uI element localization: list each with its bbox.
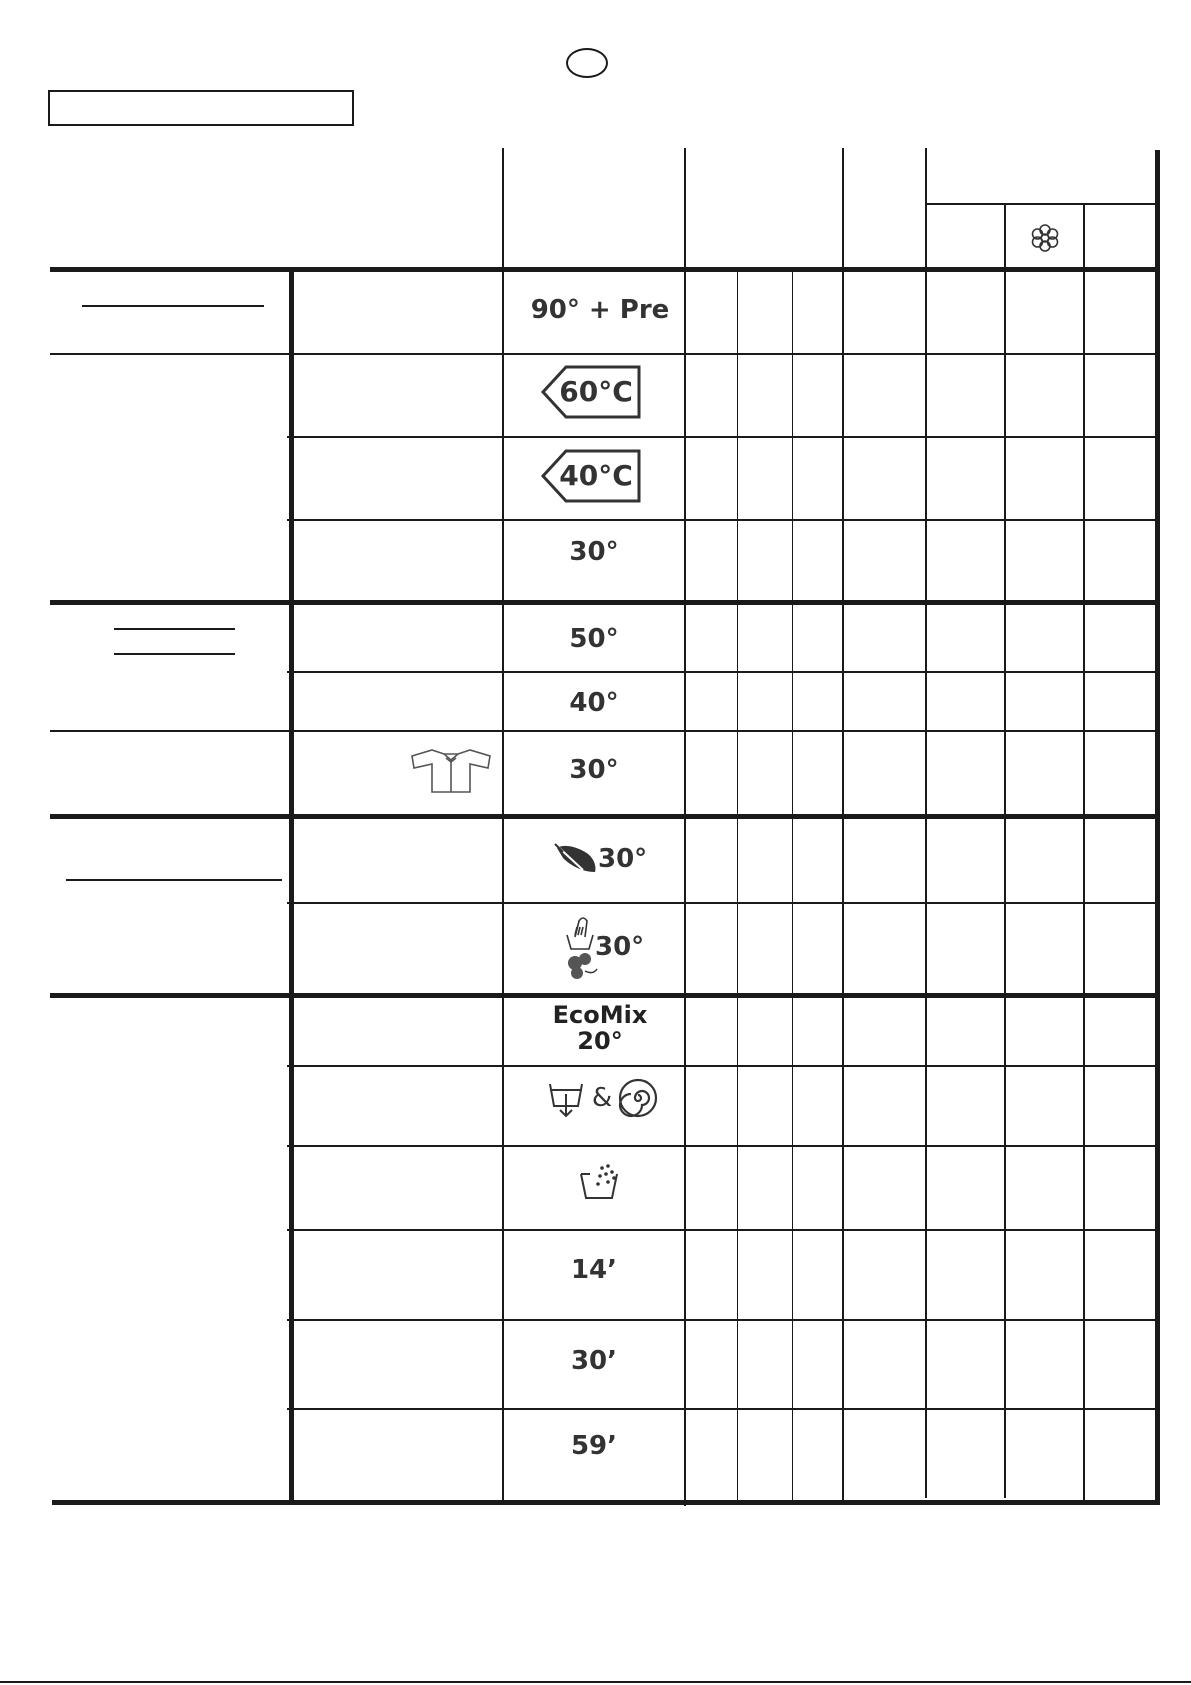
programme-label: 30° xyxy=(598,844,648,874)
spin-icon xyxy=(618,1078,658,1118)
group-label-underline xyxy=(114,628,235,630)
table-right-border xyxy=(1155,150,1160,1503)
row-divider xyxy=(287,519,1157,521)
programme-label-line2: 20° xyxy=(577,1027,623,1055)
programme-label: 30’ xyxy=(570,1346,618,1376)
row-divider xyxy=(287,1408,1157,1410)
programme-label-line1: EcoMix xyxy=(552,1001,648,1029)
column-divider xyxy=(925,148,927,1498)
handwash-wool-icon xyxy=(563,913,599,983)
page-footer-line xyxy=(0,1681,1191,1683)
header-divider xyxy=(50,267,1160,272)
column-divider xyxy=(684,148,686,1506)
programme-label: 60°C xyxy=(559,375,633,408)
rinse-icon xyxy=(578,1162,622,1202)
row-divider xyxy=(287,1229,1157,1231)
programme-label: 40° xyxy=(569,688,619,718)
column-divider-thick xyxy=(289,270,294,1503)
column-divider-thin xyxy=(737,270,738,1502)
language-badge xyxy=(566,48,608,78)
subheader-divider xyxy=(925,203,1157,205)
column-divider xyxy=(842,148,844,1502)
programme-label-ecomix xyxy=(520,1002,680,1054)
row-divider xyxy=(50,730,1157,732)
row-divider xyxy=(287,902,1157,904)
row-divider xyxy=(287,1065,1157,1067)
group-label-underline xyxy=(114,653,235,655)
programme-label: 30° xyxy=(569,537,619,567)
column-divider xyxy=(1004,203,1006,1498)
programme-label: 40°C xyxy=(559,459,633,492)
group-label-underline xyxy=(82,305,264,307)
drain-icon xyxy=(548,1080,584,1118)
column-divider xyxy=(502,148,504,1503)
row-divider xyxy=(287,1319,1157,1321)
shirt-icon xyxy=(410,748,492,794)
programme-label: 14’ xyxy=(570,1255,618,1285)
programme-label: 50° xyxy=(569,624,619,654)
row-divider xyxy=(287,436,1157,438)
programme-label: 59’ xyxy=(570,1431,618,1461)
table-title-box xyxy=(48,90,354,126)
group-divider xyxy=(50,600,1160,605)
programme-label: 30° xyxy=(595,932,645,962)
feather-icon xyxy=(553,840,599,876)
column-divider xyxy=(1083,203,1085,1500)
column-divider-thin xyxy=(792,270,793,1502)
row-divider xyxy=(50,353,1157,355)
table-bottom-border xyxy=(52,1500,1160,1505)
programme-label: & xyxy=(591,1083,613,1113)
row-divider xyxy=(287,1145,1157,1147)
row-divider xyxy=(287,671,1157,673)
programme-label: 30° xyxy=(569,755,619,785)
group-divider xyxy=(50,814,1160,819)
programme-label: 90° + Pre xyxy=(530,295,670,325)
flower-icon xyxy=(1029,222,1061,254)
group-label-underline xyxy=(66,879,282,881)
group-divider xyxy=(50,993,1160,998)
